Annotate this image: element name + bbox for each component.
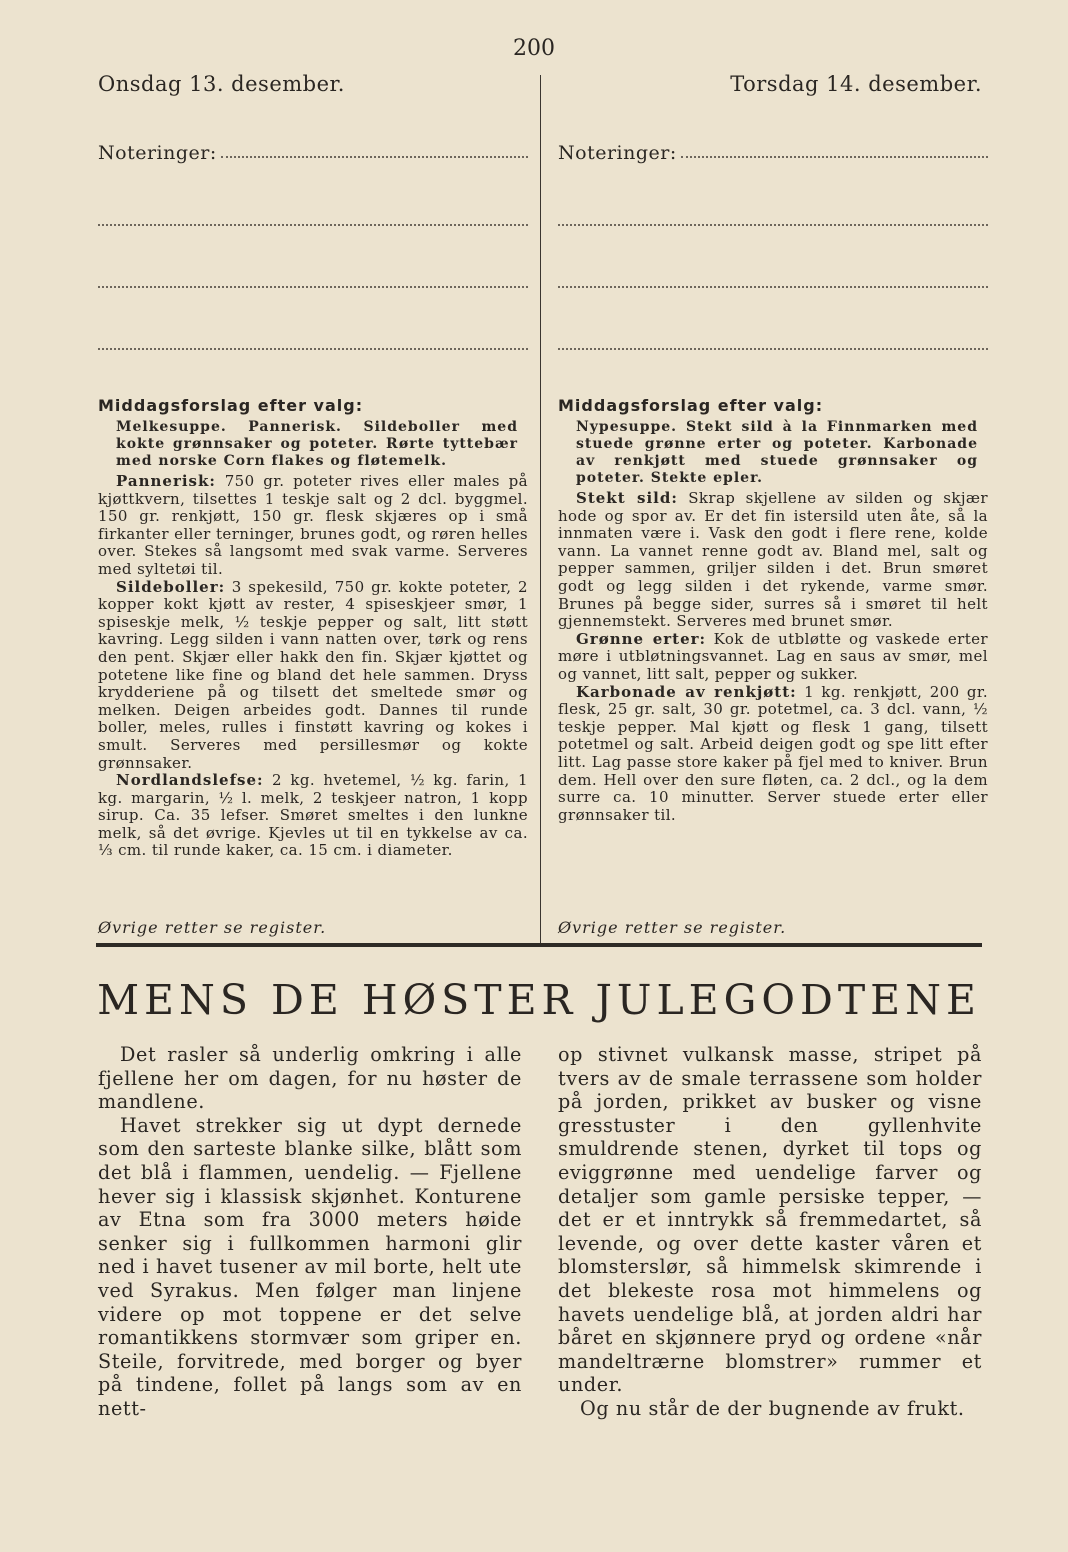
notes-dotted-line xyxy=(98,330,528,350)
notes-row xyxy=(558,138,988,164)
article-paragraph: Og nu står de der bugnende av frukt. xyxy=(580,1396,965,1420)
article-column-right xyxy=(558,1043,982,1421)
recipe xyxy=(558,631,988,684)
recipe-name: Karbonade av renkjøtt: xyxy=(576,682,797,701)
notes-label: Noteringer: xyxy=(558,142,677,164)
recipe-text: 1 kg. renkjøtt, 200 gr. flesk, 25 gr. salt, 30 gr. potetmel, ca. 3 dcl. vann, ½ teskje pepper. Mal kjøtt og flesk 1 gang, tilsett potetmel og salt. Arbeid deigen godt og spe litt efter litt. Lag passe store kaker på fjel med to kniver. Brun dem. Hell over den sure fløten, ca. 2 dcl., og la dem surre ca. 10 minutter. Server stuede erter eller grønnsaker til. xyxy=(558,682,989,824)
notes-dotted-line xyxy=(98,268,528,288)
recipe-text: 2 kg. hvetemel, ½ kg. farin, 1 kg. margarin, ½ l. melk, 2 teskjeer natron, 1 kopp sirup. Ca. 35 lefser. Smøret smeltes i den lunkne melk, så det øvrige. Kjevles ut til en tykkelse av ca. ⅓ cm. til runde kaker, ca. 15 cm. i diameter. xyxy=(98,771,528,860)
recipe-name: Stekt sild: xyxy=(576,489,678,507)
day-column-wednesday xyxy=(98,72,528,860)
article-headline: MENS DE HØSTER JULEGODTENE xyxy=(97,976,981,1024)
recipe xyxy=(558,490,988,631)
day-heading: Torsdag 14. desember. xyxy=(730,72,982,96)
recipe-text: 750 gr. poteter rives eller males på kjøttkvern, tilsettes 1 teskje salt og 2 dcl. byggmel. 150 gr. renkjøtt, 150 gr. flesk skjæres op i små firkanter eller terninger, brunes godt, og røren helles over. Stekes så langsomt med svak varme. Serveres med syltetøi til. xyxy=(98,472,529,578)
menu-suggestions: Melkesuppe. Pannerisk. Sildeboller med kokte grønnsaker og poteter. Rørte tyttebær med norske Corn flakes og fløtemelk. xyxy=(116,419,518,469)
notes-dotted-line xyxy=(221,152,528,158)
recipe-text: Kok de utbløtte og vaskede erter møre i utbløtningsvannet. Lag en saus av smør, mel og vannet, litt salt, pepper og sukker. xyxy=(558,629,988,683)
recipe-list xyxy=(98,473,528,860)
day-heading: Onsdag 13. desember. xyxy=(98,72,345,96)
notes-dotted-line xyxy=(558,268,988,288)
recipe-name: Nordlandslefse: xyxy=(116,771,264,790)
section-rule xyxy=(96,943,982,947)
menu-heading: Middagsforslag efter valg: xyxy=(98,396,364,415)
notes-label: Noteringer: xyxy=(98,142,217,164)
recipe-text: Skrap skjellene av silden og skjær hode og spor av. Er det fin istersild uten åte, så la innmaten være i. Vask den godt i flere rene, kolde vann. La vannet renne godt av. Bland mel, salt og pepper sammen, griljer silden i det. Brun smøret godt og legg silden i det rykende, varme smør. Brunes på begge sider, surres så i smøret til helt gjennemstekt. Serveres med brunet smør. xyxy=(558,489,988,631)
recipe xyxy=(558,684,988,825)
recipe-name: Grønne erter: xyxy=(576,629,707,648)
recipe-text: 3 spekesild, 750 gr. kokte poteter, 2 kopper kokt kjøtt av rester, 4 spiseskjeer smør, 1 spiseskje melk, ½ teskje pepper og salt, litt støtt kavring. Legg silden i vann natten over, tørk og rens den pent. Skjær eller hakk den fin. Skjær kjøttet og potetene like fine og bland det hele sammen. Dryss krydderiene på og tilsett det smeltede smør og melken. Deigen arbeides godt. Dannes til runde boller, meles, rulles i finstøtt kavring og kokes i smult. Serveres med persillesmør og kokte grønnsaker. xyxy=(98,577,529,772)
menu-suggestions: Nypesuppe. Stekt sild à la Finnmarken med stuede grønne erter og poteter. Karbonade av renkjøtt med stuede grønnsaker og poteter. Stekte epler. xyxy=(576,419,978,486)
article-column-left xyxy=(98,1043,522,1421)
article-paragraph: Havet strekker sig ut dypt dernede som den sarteste blanke silke, blått som det blå i flammen, uendelig. — Fjellene hever sig i klassisk skjønhet. Konturene av Etna som fra 3000 meters høide senker sig i fullkommen harmoni glir ned i havet tusener av mil borte, helt ute ved Syrakus. Men følger man linjene videre op mot toppene er det selve romantikkens stormvær som griper en. Steile, forvitrede, med borger og byer på tindene, follet på langs som av en nett- xyxy=(98,1113,522,1420)
recipe xyxy=(98,473,528,579)
notes-dotted-line xyxy=(681,152,988,158)
notes-dotted-line xyxy=(558,206,988,226)
notes-dotted-line xyxy=(98,206,528,226)
column-divider xyxy=(540,75,541,943)
recipe-name: Pannerisk: xyxy=(116,472,216,490)
notes-row xyxy=(98,138,528,164)
menu-heading: Middagsforslag efter valg: xyxy=(558,396,824,415)
article-paragraph: op stivnet vulkansk masse, stripet på tvers av de smale terrassene som holder på jorden, prikket av busker og visne gresstuster i den gyllenhvite smuldrende stenen, dyrket til tops og eviggrønne med uendelige farver og detaljer som gamle persiske tepper, — det er et inntrykk så fremmedartet, så levende, og over dette kaster våren et blomsterslør, så himmelsk skimrende i det blekeste rosa mot himmelens og havets uendelige blå, at jorden aldri har båret en skjønnere pryd og ordene «når mandeltrærne blomstrer» rummer et under. xyxy=(558,1043,982,1397)
article-paragraph: Det rasler så underlig omkring i alle fjellene her om dagen, for nu høster de mandlene. xyxy=(98,1043,522,1114)
recipe xyxy=(98,579,528,773)
recipe-list xyxy=(558,490,988,824)
page-number: 200 xyxy=(513,36,555,61)
recipe xyxy=(98,772,528,860)
register-note: Øvrige retter se register. xyxy=(98,918,327,937)
notes-dotted-line xyxy=(558,330,988,350)
register-note: Øvrige retter se register. xyxy=(558,918,787,937)
recipe-name: Sildeboller: xyxy=(116,577,226,596)
day-column-thursday xyxy=(558,72,988,824)
